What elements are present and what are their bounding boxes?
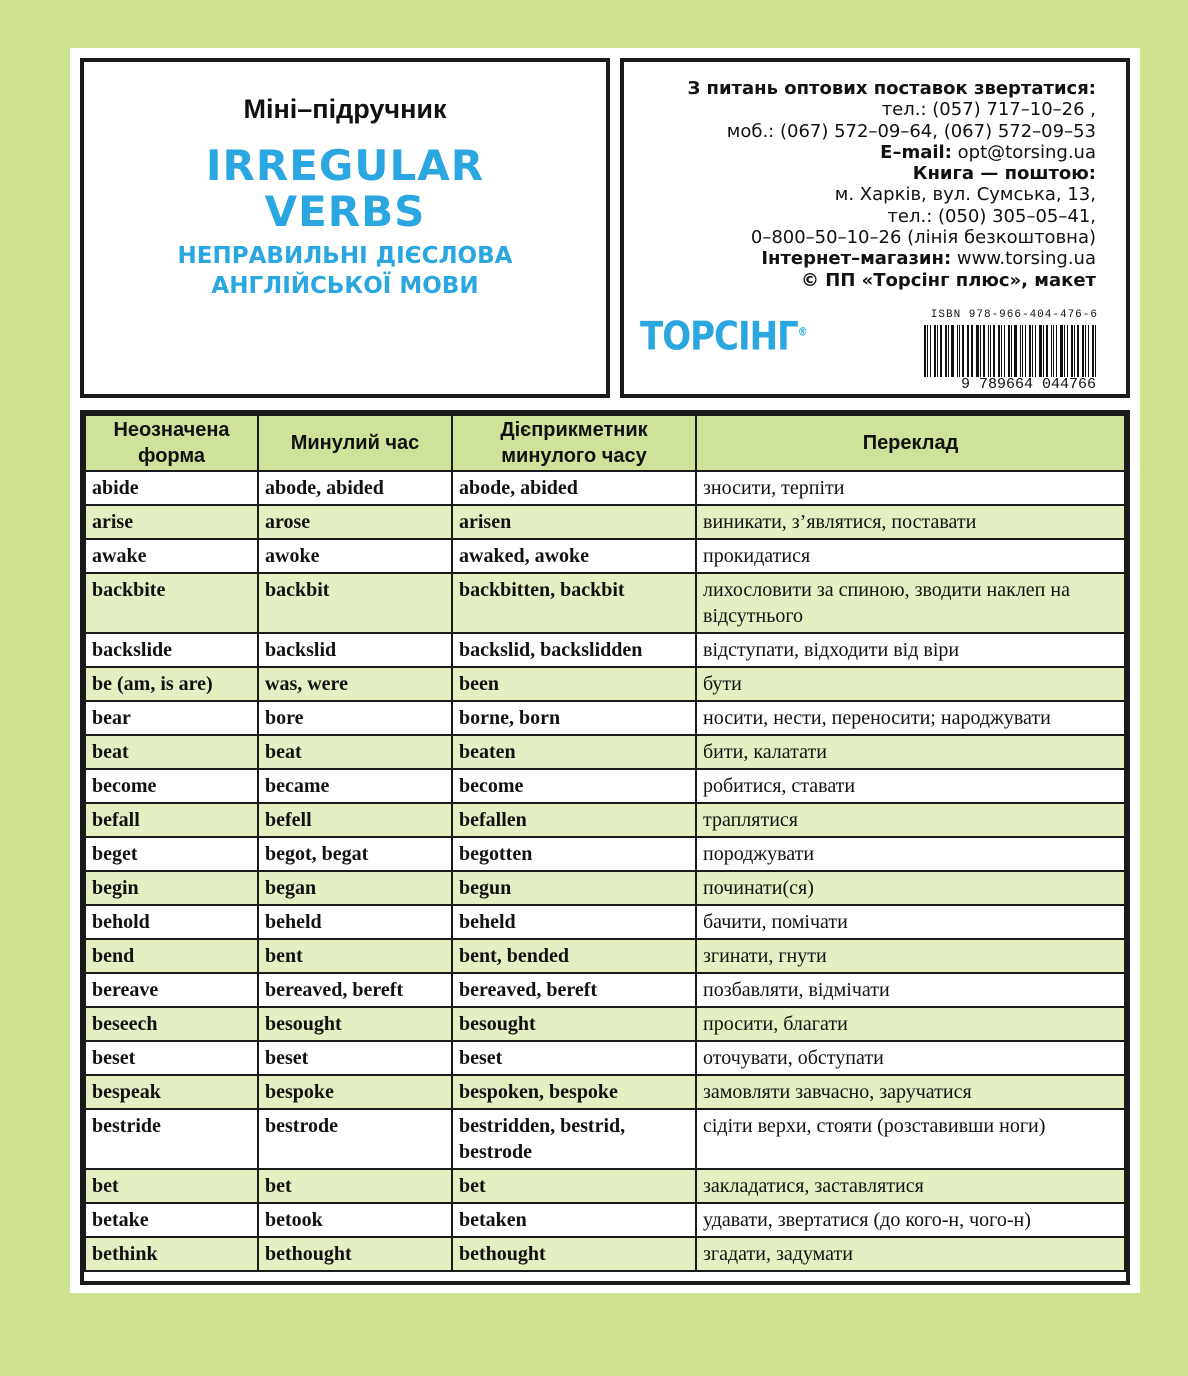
cell-infinitive: behold: [85, 905, 258, 939]
cell-translation: бити, калатати: [696, 735, 1125, 769]
table-row: [85, 735, 1125, 769]
cell-past-participle: begun: [452, 871, 696, 905]
cell-past-participle: been: [452, 667, 696, 701]
shop-url: www.torsing.ua: [956, 248, 1096, 270]
cell-past-simple: bestrode: [258, 1109, 452, 1169]
cell-past-participle: arisen: [452, 505, 696, 539]
cell-past-simple: besought: [258, 1007, 452, 1041]
table-row: [85, 667, 1125, 701]
cell-translation: лихословити за спиною, зводити наклеп на відсутнього: [696, 573, 1125, 633]
cell-infinitive: awake: [85, 539, 258, 573]
cell-translation: прокидатися: [696, 539, 1125, 573]
cover-title-panel: [80, 58, 610, 398]
cell-past-participle: bespoken, bespoke: [452, 1075, 696, 1109]
irregular-verbs-table: [80, 410, 1130, 1285]
table-row: [85, 701, 1125, 735]
cell-past-simple: beset: [258, 1041, 452, 1075]
table-row: [85, 837, 1125, 871]
cell-translation: носити, нести, переносити; народжувати: [696, 701, 1125, 735]
cell-past-simple: became: [258, 769, 452, 803]
cell-past-participle: bereaved, bereft: [452, 973, 696, 1007]
cell-past-participle: bethought: [452, 1237, 696, 1271]
cell-past-simple: abode, abided: [258, 471, 452, 505]
cell-past-simple: beat: [258, 735, 452, 769]
cell-past-participle: backslid, backslidden: [452, 633, 696, 667]
cell-past-participle: abode, abided: [452, 471, 696, 505]
address-line: м. Харків, вул. Сумська, 13,: [834, 184, 1096, 206]
cell-infinitive: bereave: [85, 973, 258, 1007]
cell-infinitive: become: [85, 769, 258, 803]
isbn-text: ISBN 978-966-404-476-6: [930, 309, 1098, 321]
barcode-number: 9 789664 044766: [960, 376, 1096, 393]
table-row: [85, 471, 1125, 505]
cell-translation: сідіти верхи, стояти (розставивши ноги): [696, 1109, 1125, 1169]
cell-past-simple: bent: [258, 939, 452, 973]
cell-past-simple: backslid: [258, 633, 452, 667]
cell-past-simple: begot, begat: [258, 837, 452, 871]
cell-translation: починати(ся): [696, 871, 1125, 905]
cell-past-simple: began: [258, 871, 452, 905]
cell-translation: бачити, помічати: [696, 905, 1125, 939]
email-label: E–mail:: [880, 141, 952, 163]
cell-infinitive: bear: [85, 701, 258, 735]
table-row: [85, 633, 1125, 667]
cover-ua-title-line1: НЕПРАВИЛЬНІ ДІЄСЛОВА: [177, 243, 513, 269]
phone2-line: тел.: (050) 305–05–41,: [887, 205, 1096, 227]
table-row: [85, 1109, 1125, 1169]
cell-infinitive: abide: [85, 471, 258, 505]
cell-past-participle: beaten: [452, 735, 696, 769]
header-infinitive: Неозначена форма: [85, 415, 258, 471]
cell-past-simple: arose: [258, 505, 452, 539]
cover-subtitle: Міні–підручник: [243, 94, 447, 124]
cell-past-participle: backbitten, backbit: [452, 573, 696, 633]
cell-translation: бути: [696, 667, 1125, 701]
cover-title-line2: VERBS: [264, 187, 426, 236]
free-line: 0–800–50–10–26 (лінія безкоштовна): [750, 227, 1096, 249]
cell-translation: закладатися, заставлятися: [696, 1169, 1125, 1203]
cell-past-simple: beheld: [258, 905, 452, 939]
shop-line: [687, 248, 1096, 269]
cell-past-participle: bestridden, bestrid, bestrode: [452, 1109, 696, 1169]
cell-translation: породжувати: [696, 837, 1125, 871]
table-row: [85, 803, 1125, 837]
cell-past-participle: beset: [452, 1041, 696, 1075]
cell-infinitive: beat: [85, 735, 258, 769]
contact-info: [687, 78, 1096, 291]
cell-infinitive: beset: [85, 1041, 258, 1075]
cover-ua-title: [84, 241, 606, 301]
table-row: [85, 505, 1125, 539]
cell-past-participle: bent, bended: [452, 939, 696, 973]
publisher-info-panel: [620, 58, 1130, 398]
table-row: [85, 905, 1125, 939]
cell-past-simple: was, were: [258, 667, 452, 701]
table-row: [85, 939, 1125, 973]
cell-past-simple: bet: [258, 1169, 452, 1203]
cell-translation: згадати, задумати: [696, 1237, 1125, 1271]
cell-past-simple: betook: [258, 1203, 452, 1237]
cover-title: [84, 143, 606, 235]
table-row: [85, 1041, 1125, 1075]
cell-translation: згинати, гнути: [696, 939, 1125, 973]
cell-infinitive: backslide: [85, 633, 258, 667]
cell-translation: оточувати, обступати: [696, 1041, 1125, 1075]
cell-infinitive: bespeak: [85, 1075, 258, 1109]
cell-translation: замовляти завчасно, заручатися: [696, 1075, 1125, 1109]
cell-translation: виникати, з’являтися, поставати: [696, 505, 1125, 539]
cell-translation: траплятися: [696, 803, 1125, 837]
cell-translation: зносити, терпіти: [696, 471, 1125, 505]
cell-past-simple: bespoke: [258, 1075, 452, 1109]
shop-label: Інтернет–магазин:: [761, 248, 952, 270]
table-row: [85, 973, 1125, 1007]
cell-infinitive: befall: [85, 803, 258, 837]
cell-infinitive: bestride: [85, 1109, 258, 1169]
phone-line: тел.: (057) 717–10–26 ,: [881, 99, 1096, 121]
header-past-simple: Минулий час: [258, 415, 452, 471]
cell-past-simple: backbit: [258, 573, 452, 633]
mobile-line: моб.: (067) 572–09–64, (067) 572–09–53: [726, 120, 1096, 142]
cell-past-simple: awoke: [258, 539, 452, 573]
cell-infinitive: betake: [85, 1203, 258, 1237]
cell-past-simple: bore: [258, 701, 452, 735]
cell-translation: просити, благати: [696, 1007, 1125, 1041]
cell-past-participle: bet: [452, 1169, 696, 1203]
table-row: [85, 539, 1125, 573]
cell-translation: відступати, відходити від віри: [696, 633, 1125, 667]
cell-past-participle: begotten: [452, 837, 696, 871]
cell-infinitive: bet: [85, 1169, 258, 1203]
cell-infinitive: be (am, is are): [85, 667, 258, 701]
cell-past-simple: befell: [258, 803, 452, 837]
barcode-icon: [924, 325, 1098, 377]
email-line: [687, 142, 1096, 163]
cell-past-participle: awaked, awoke: [452, 539, 696, 573]
table-row: [85, 1169, 1125, 1203]
logo-registered-mark: ®: [797, 326, 807, 339]
cell-infinitive: beget: [85, 837, 258, 871]
cell-translation: удавати, звертатися (до кого-н, чого-н): [696, 1203, 1125, 1237]
torsing-logo: [640, 314, 807, 360]
wholesale-label: З питань оптових поставок звертатися:: [687, 78, 1096, 99]
header-translation: Переклад: [696, 415, 1125, 471]
cell-past-participle: befallen: [452, 803, 696, 837]
cell-translation: робитися, ставати: [696, 769, 1125, 803]
cell-infinitive: bethink: [85, 1237, 258, 1271]
cell-infinitive: beseech: [85, 1007, 258, 1041]
cell-infinitive: backbite: [85, 573, 258, 633]
email-value: opt@torsing.ua: [957, 141, 1096, 163]
cell-infinitive: begin: [85, 871, 258, 905]
cell-past-participle: become: [452, 769, 696, 803]
cell-past-participle: besought: [452, 1007, 696, 1041]
table-row: [85, 1007, 1125, 1041]
table-row: [85, 1075, 1125, 1109]
cell-past-simple: bethought: [258, 1237, 452, 1271]
cell-past-participle: borne, born: [452, 701, 696, 735]
table-row: [85, 1203, 1125, 1237]
cell-past-participle: betaken: [452, 1203, 696, 1237]
copyright-line: © ПП «Торсінг плюс», макет: [800, 269, 1096, 291]
cell-past-simple: bereaved, bereft: [258, 973, 452, 1007]
header-past-participle: Дієприкметник минулого часу: [452, 415, 696, 471]
logo-text: ТОРСІНГ: [640, 314, 798, 360]
table-row: [85, 1237, 1125, 1271]
cover-ua-title-line2: АНГЛІЙСЬКОЇ МОВИ: [211, 273, 479, 299]
cell-translation: позбавляти, відмічати: [696, 973, 1125, 1007]
cell-past-participle: beheld: [452, 905, 696, 939]
cell-infinitive: arise: [85, 505, 258, 539]
table-row: [85, 871, 1125, 905]
mail-order-label: Книга — поштою:: [912, 163, 1096, 185]
cover-title-line1: IRREGULAR: [205, 141, 485, 190]
table-row: [85, 769, 1125, 803]
table-row: [85, 573, 1125, 633]
table-header-row: [85, 415, 1125, 471]
cell-infinitive: bend: [85, 939, 258, 973]
